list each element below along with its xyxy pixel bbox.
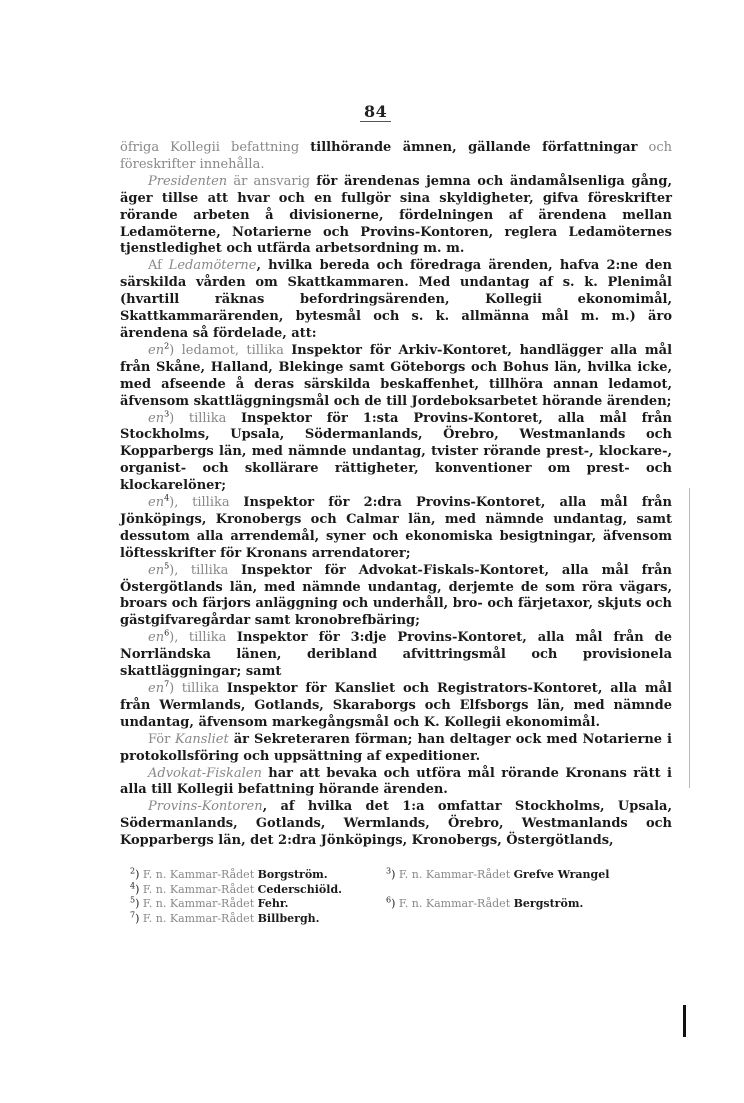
text-run: Inspektor för Advokat-Fiskals-Kontoret, alla mål från Östergötlands län, med nämnde undantag, derjemte de som röra vägars, broars och färjors anläggning och underhåll, bro- och färjetaxor, skjuts och gästgifvaregårdar samt kronobrefbäring; [120,562,672,629]
text-run: tillhörande ämnen, gällande författningar [310,140,638,155]
footnote-ref: 3 [164,409,170,419]
footnote-prefix: F. n. Kammar-Rådet [398,868,511,881]
text-run: är ansvarig [227,173,317,189]
page-edge-mark [683,1005,686,1037]
footnote-name: Bergström. [513,897,584,910]
text-run: för ärendenas jemna och ändamålsenliga gång, äger tillse att hvar och en fullgör sina skyldigheter, gifva föreskrifter rörande arbeten å divisionerne, fördelningen af ärendena mellan Ledamöterne, Notarierne och Provins-Kontoren, reglera Ledamöternes tjenstledighet och utfärda arbetsordning m. m. [120,173,672,257]
footnote-prefix: F. n. Kammar-Rådet [142,911,255,925]
footnote-row [130,868,690,883]
text-run: , af hvilka det 1:a omfattar Stockholms, Upsala, Södermanlands, Gotlands, Wermlands, Örebro, Westmanlands och Kopparbergs län, det 2:dra Jönköpings, Kronobergs, Östergötlands, [120,799,672,849]
text-run: Inspektor för 2:dra Provins-Kontoret, alla mål från Jönköpings, Kronobergs och Calmar län, med nämnde undantag, samt dessutom alla arrendemål, syner och ekonomiska besigtningar, äfvensom löftesskrifter för Kronans arrendatorer; [120,495,673,561]
footnote-row [130,909,690,927]
footnote-prefix: F. n. Kammar-Rådet [398,897,511,910]
footnote-prefix: F. n. Kammar-Rådet [142,882,255,896]
text-run: Advokat-Fiskalen [148,765,262,781]
page-edge-line [689,488,690,788]
footnote-row [130,880,690,898]
text-run: en [148,410,165,426]
footnotes [130,868,690,926]
paragraph [120,495,672,563]
paragraph [120,766,672,800]
footnote: $^7$) F. n. Kammar-Rådet Billbergh. [130,909,320,925]
footnote-name: Cederschiöld. [257,882,342,896]
text-run: ) tillika [169,410,241,426]
footnote-prefix: F. n. Kammar-Rådet [142,897,255,910]
page-number: 84 [360,102,391,122]
text-run: är Sekreteraren förman; han deltager ock med Notarierne i protokollsföring och uppsättning af expeditioner. [120,731,673,764]
footnote-ref: 7 [164,679,170,689]
text-run: Af [148,258,169,274]
text-run: en [148,342,165,358]
text-run: en [148,681,165,696]
text-run: ) ledamot, tillika [169,342,292,358]
text-run: Inspektor för Kansliet och Registrators-Kontoret, alla mål från Wermlands, Gotlands, Skaraborgs och Elfsborgs län, med nämnde undantag, äfvensom markegångsmål och K. Kollegii ekonomimål. [120,681,672,730]
paragraph [120,681,672,732]
footnote-ref: 6 [164,628,170,638]
body-text [120,140,672,850]
text-run: För [148,731,175,747]
text-run: ) tillika [169,681,227,696]
text-run: har att bevaka och utföra mål rörande Kronans rätt i alla till Kollegii befattning hörande ärenden. [120,765,672,798]
footnote: $^3$) F. n. Kammar-Rådet Grefve Wrangel [386,866,610,881]
text-run: och föreskrifter innehålla. [120,140,672,172]
text-run: en [148,562,165,578]
text-run: ), tillika [169,630,237,646]
footnote-name: Billbergh. [257,911,320,925]
paragraph [120,343,672,411]
footnote-row [130,897,690,912]
footnote-marker: 7 [130,909,136,919]
paragraph [120,140,672,174]
footnote-name: Fehr. [257,897,289,910]
text-run: , hvilka bereda och föredraga ärenden, hafva 2:ne den särskilda vården om Skattkammaren. Med undantag af s. k. Plenimål (hvartill räknas befordringsärenden, Kollegii ekonomimål, Skattkammarärenden, bytesmål och s. k. allmänna mål m. m.) äro ärendena så fördelade, att: [120,258,672,341]
text-run: Inspektor för 3:dje Provins-Kontoret, alla mål från de Norrländska länen, deribland afvittringsmål och provisionela skattläggningar; samt [120,630,672,680]
paragraph [120,258,672,343]
text-run: ), tillika [169,562,241,578]
footnote-ref: 5 [164,561,170,571]
text-run: Presidenten [148,173,228,189]
footnote-marker: 3 [386,866,392,876]
footnote: $^4$) F. n. Kammar-Rådet Cederschiöld. [130,880,342,896]
text-run: öfriga Kollegii befattning [120,140,311,155]
text-run: Inspektor för Arkiv-Kontoret, handlägger alla mål från Skåne, Halland, Blekinge samt Göteborgs och Bohus län, hvilka icke, med afseende å deras särskilda beskaffenhet, tillhöra annan ledamot, äfvensom skattläggningsmål och de till Jordeboksarbetet hörande ärenden; [120,342,673,409]
paragraph [120,799,672,850]
paragraph [120,630,672,681]
text-run: Ledamöterne [168,258,257,274]
text-run: Kansliet [174,731,229,747]
footnote-marker: 2 [130,866,136,876]
text-run: en [148,495,165,511]
footnote-prefix: F. n. Kammar-Rådet [142,868,255,881]
paragraph [120,732,672,766]
footnote: $^2$) F. n. Kammar-Rådet Borgström. [130,866,328,881]
paragraph [120,174,672,259]
text-run: Inspektor för 1:sta Provins-Kontoret, alla mål från Stockholms, Upsala, Södermanlands, Örebro, Westmanlands och Kopparbergs län, med nämnde undantag, tvister rörande prest-, klockare-, organist- och skollärare rättigheter, konventioner om prest- och klockarelöner; [120,410,672,494]
footnote-name: Borgström. [257,868,328,881]
text-run: Provins-Kontoren [148,799,263,815]
paragraph [120,411,672,496]
footnote-marker: 5 [130,895,136,905]
text-run: en [148,630,165,646]
footnote-name: Grefve Wrangel [513,868,610,881]
footnote-ref: 2 [164,341,170,351]
footnote-marker: 4 [130,880,136,890]
footnote: $^6$) F. n. Kammar-Rådet Bergström. [386,895,584,910]
footnote-marker: 6 [386,895,392,905]
footnote: $^5$) F. n. Kammar-Rådet Fehr. [130,895,289,910]
text-run: ), tillika [169,495,244,511]
footnote-ref: 4 [164,493,170,503]
paragraph [120,563,672,631]
